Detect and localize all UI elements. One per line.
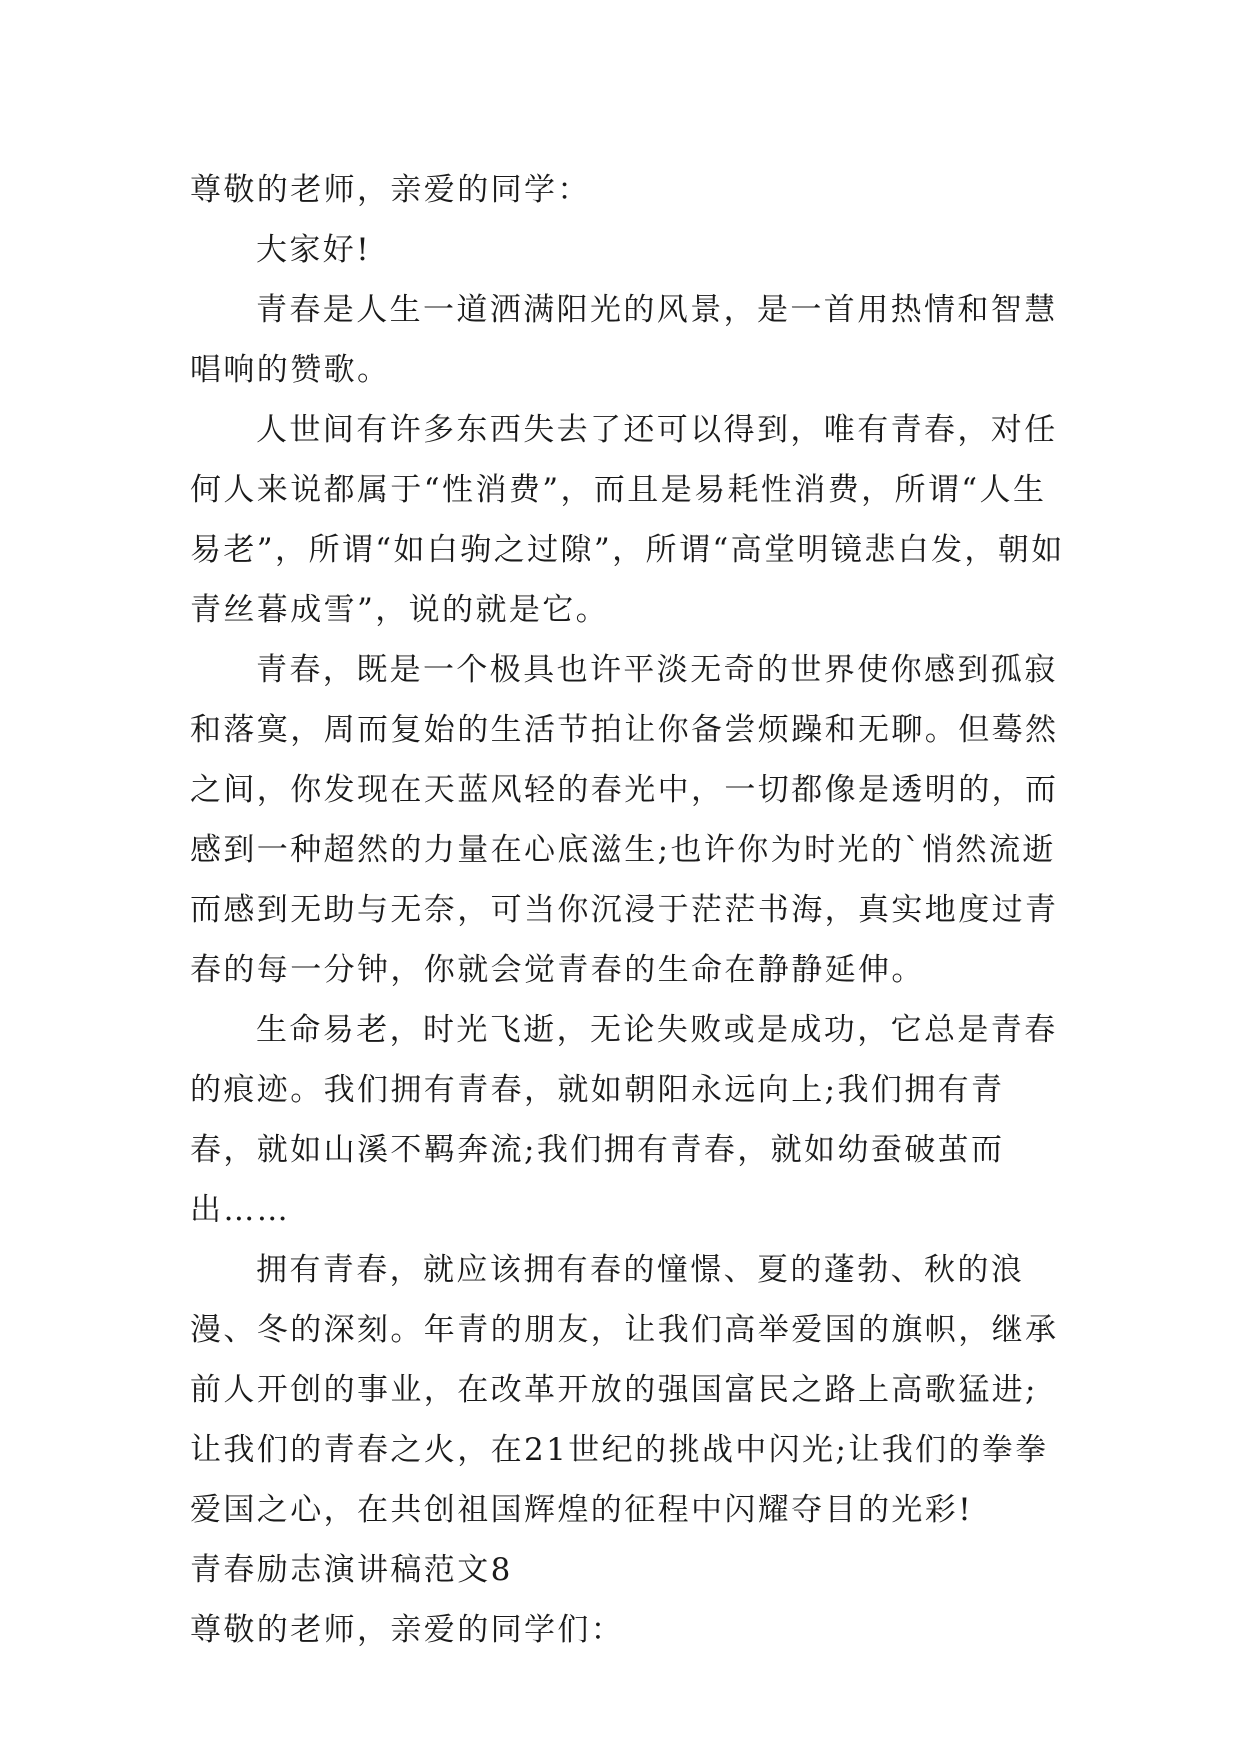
paragraph: 拥有青春，就应该拥有春的憧憬、夏的蓬勃、秋的浪漫、冬的深刻。年青的朋友，让我们高举爱国的旗帜，继承前人开创的事业，在改革开放的强国富民之路上高歌猛进;让我们的青春之火，在21世纪的挑战中闪光;让我们的拳拳爱国之心，在共创祖国辉煌的征程中闪耀夺目的光彩! <box>190 1252 1059 1528</box>
section-title: 青春励志演讲稿范文8 <box>190 1552 513 1588</box>
next-greeting: 尊敬的老师，亲爱的同学们： <box>190 1612 625 1648</box>
paragraph: 人世间有许多东西失去了还可以得到，唯有青春，对任何人来说都属于“性消费”，而且是易耗性消费，所谓“人生易老”，所谓“如白驹之过隙”，所谓“高堂明镜悲白发，朝如青丝暮成雪”，说的就是它。 <box>190 412 1065 628</box>
paragraph: 青春，既是一个极具也许平淡无奇的世界使你感到孤寂和落寞，周而复始的生活节拍让你备尝烦躁和无聊。但蓦然之间，你发现在天蓝风轻的春光中，一切都像是透明的，而感到一种超然的力量在心底滋生;也许你为时光的`悄然流逝而感到无助与无奈，可当你沉浸于茫茫书海，真实地度过青春的每一分钟，你就会觉青春的生命在静静延伸。 <box>190 652 1059 988</box>
paragraph: 青春是人生一道洒满阳光的风景，是一首用热情和智慧唱响的赞歌。 <box>190 292 1058 388</box>
salutation: 大家好! <box>256 232 372 268</box>
document-body <box>190 160 1070 1660</box>
greeting: 尊敬的老师，亲爱的同学： <box>190 172 591 208</box>
paragraph: 生命易老，时光飞逝，无论失败或是成功，它总是青春的痕迹。我们拥有青春，就如朝阳永远向上;我们拥有青春，就如山溪不羁奔流;我们拥有青春，就如幼蚕破茧而出…… <box>190 1012 1058 1228</box>
